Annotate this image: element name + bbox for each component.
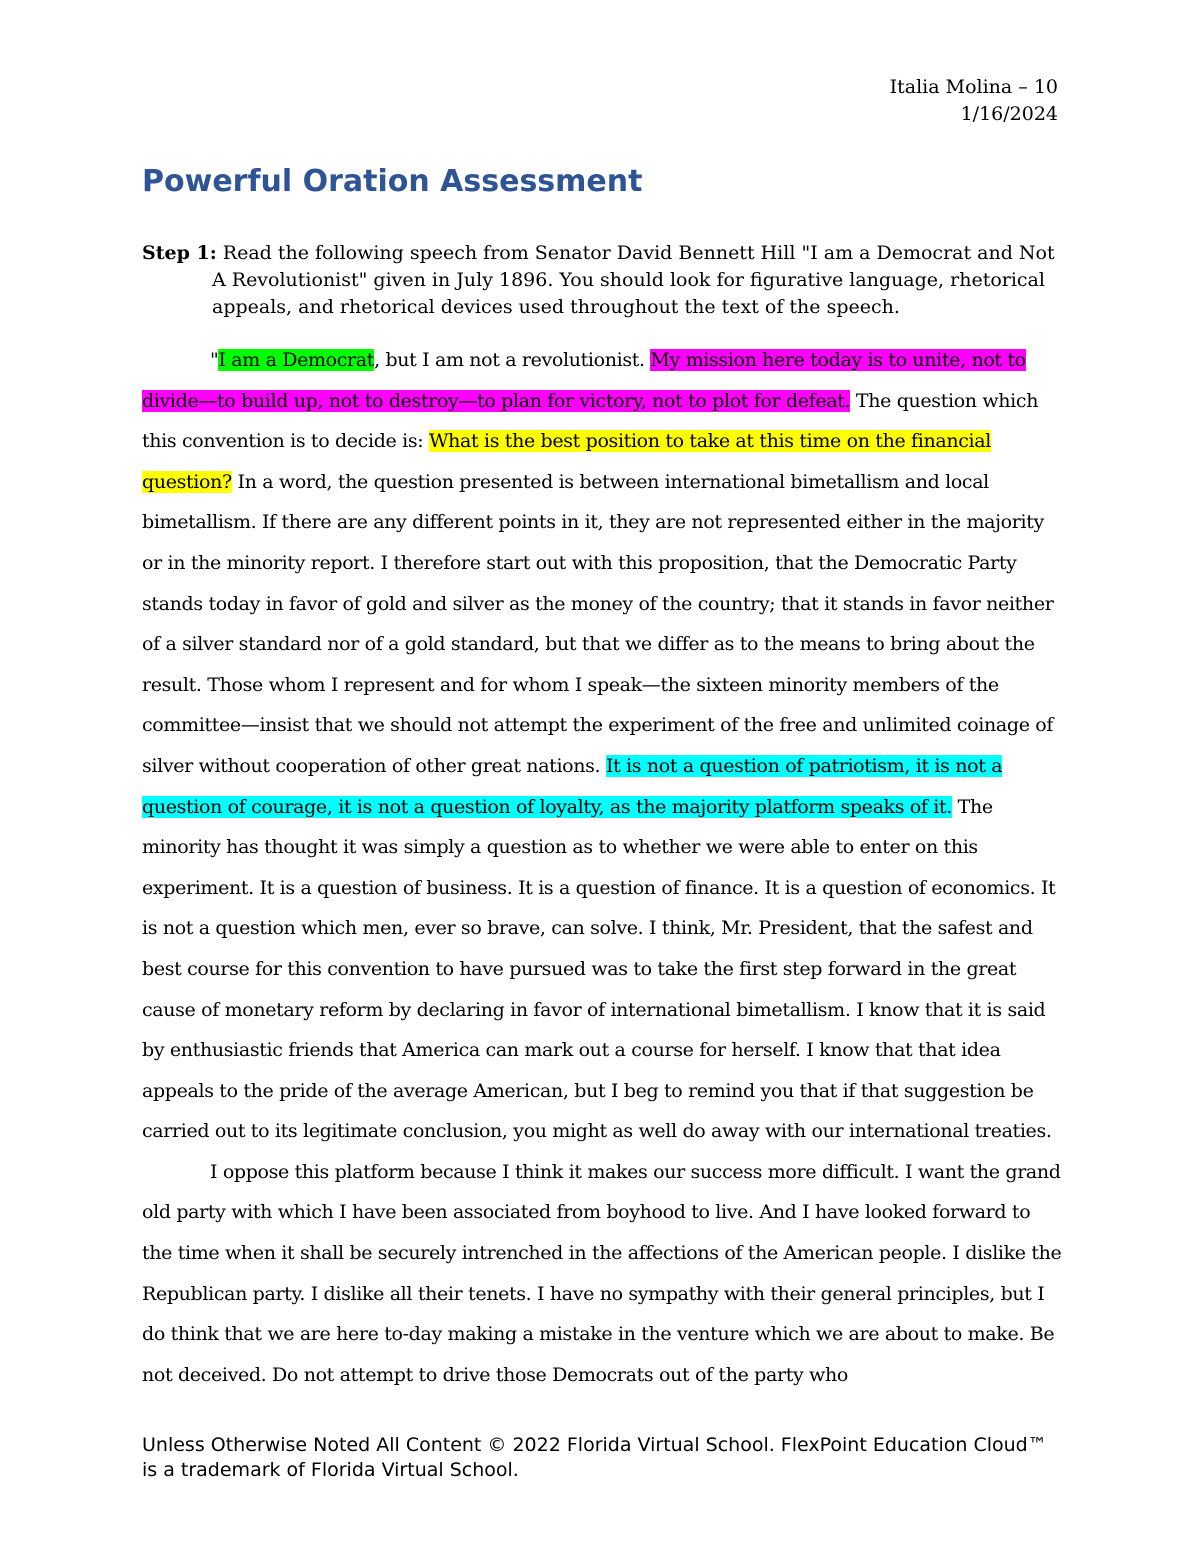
speech-paragraph-1 [142, 340, 1062, 1152]
highlight-magenta: My mission here today is to unite, not to divide—to build up, not to destroy—to plan for victory, not to plot for defeat. [142, 349, 1026, 412]
speech-text: In a word, the question presented is between international bimetallism and local bimetallism. If there are any different points in it, they are not represented either in the majority or in the minority report. I therefore start out with this proposition, that the Democratic Party stands today in favor of gold and silver as the money of the country; that it stands in favor neither of a silver standard nor of a gold standard, but that we differ as to the means to bring about the result. Those whom I represent and for whom I speak—the sixteen minority members of the committee—insist that we should not attempt the experiment of the free and unlimited coinage of silver without cooperation of other great nations. [142, 470, 1054, 777]
speech-text: The question which this convention is to decide is: [142, 389, 1039, 453]
page-footer: Unless Otherwise Noted All Content © 2022 Florida Virtual School. FlexPoint Education Cloud™ is a trademark of Florida Virtual School. [142, 1434, 1047, 1481]
highlight-green: I am a Democrat [218, 349, 375, 371]
speech-paragraph-2: I oppose this platform because I think it makes our success more difficult. I want the grand old party with which I have been associated from boyhood to live. And I have looked forward to the time when it shall be securely intrenched in the affections of the American people. I dislike the Republican party. I dislike all their tenets. I have no sympathy with their general principles, but I do think that we are here to-day making a mistake in the venture which we are about to make. Be not deceived. Do not attempt to drive those Democrats out of the party who [142, 1160, 1062, 1386]
highlight-yellow: What is the best position to take at this time on the financial question? [142, 430, 991, 493]
highlight-cyan: It is not a question of patriotism, it is not a question of courage, it is not a question of loyalty, as the majority platform speaks of it. [142, 754, 1003, 818]
open-quote: " [210, 349, 219, 371]
step-text: Read the following speech from Senator David Bennett Hill "I am a Democrat and Not A Revolutionist" given in July 1896. You should look for figurative language, rhetorical appeals, and rhetorical devices used throughout the text of the speech. [212, 242, 1055, 318]
page-header [890, 74, 1058, 128]
speech-text: The minority has thought it was simply a question as to whether we were able to enter on this experiment. It is a question of business. It is a question of finance. It is a question of economics. It is not a question which men, ever so brave, can solve. I think, Mr. President, that the safest and best course for this convention to have pursued was to take the first step forward in the great cause of monetary reform by declaring in favor of international bimetallism. I know that it is said by enthusiastic friends that America can mark out a course for herself. I know that that idea appeals to the pride of the average American, but I beg to remind you that if that suggestion be carried out to its legitimate conclusion, you might as well do away with our international treaties. [142, 795, 1056, 1143]
speech-text: , but I am not a revolutionist. [374, 349, 651, 371]
speech-body [142, 340, 1062, 1395]
author-line: Italia Molina – 10 [889, 76, 1058, 98]
step-label: Step 1: [142, 242, 217, 264]
step-instructions [142, 240, 1062, 321]
date-line: 1/16/2024 [960, 103, 1058, 125]
document-title: Powerful Oration Assessment [142, 164, 643, 199]
